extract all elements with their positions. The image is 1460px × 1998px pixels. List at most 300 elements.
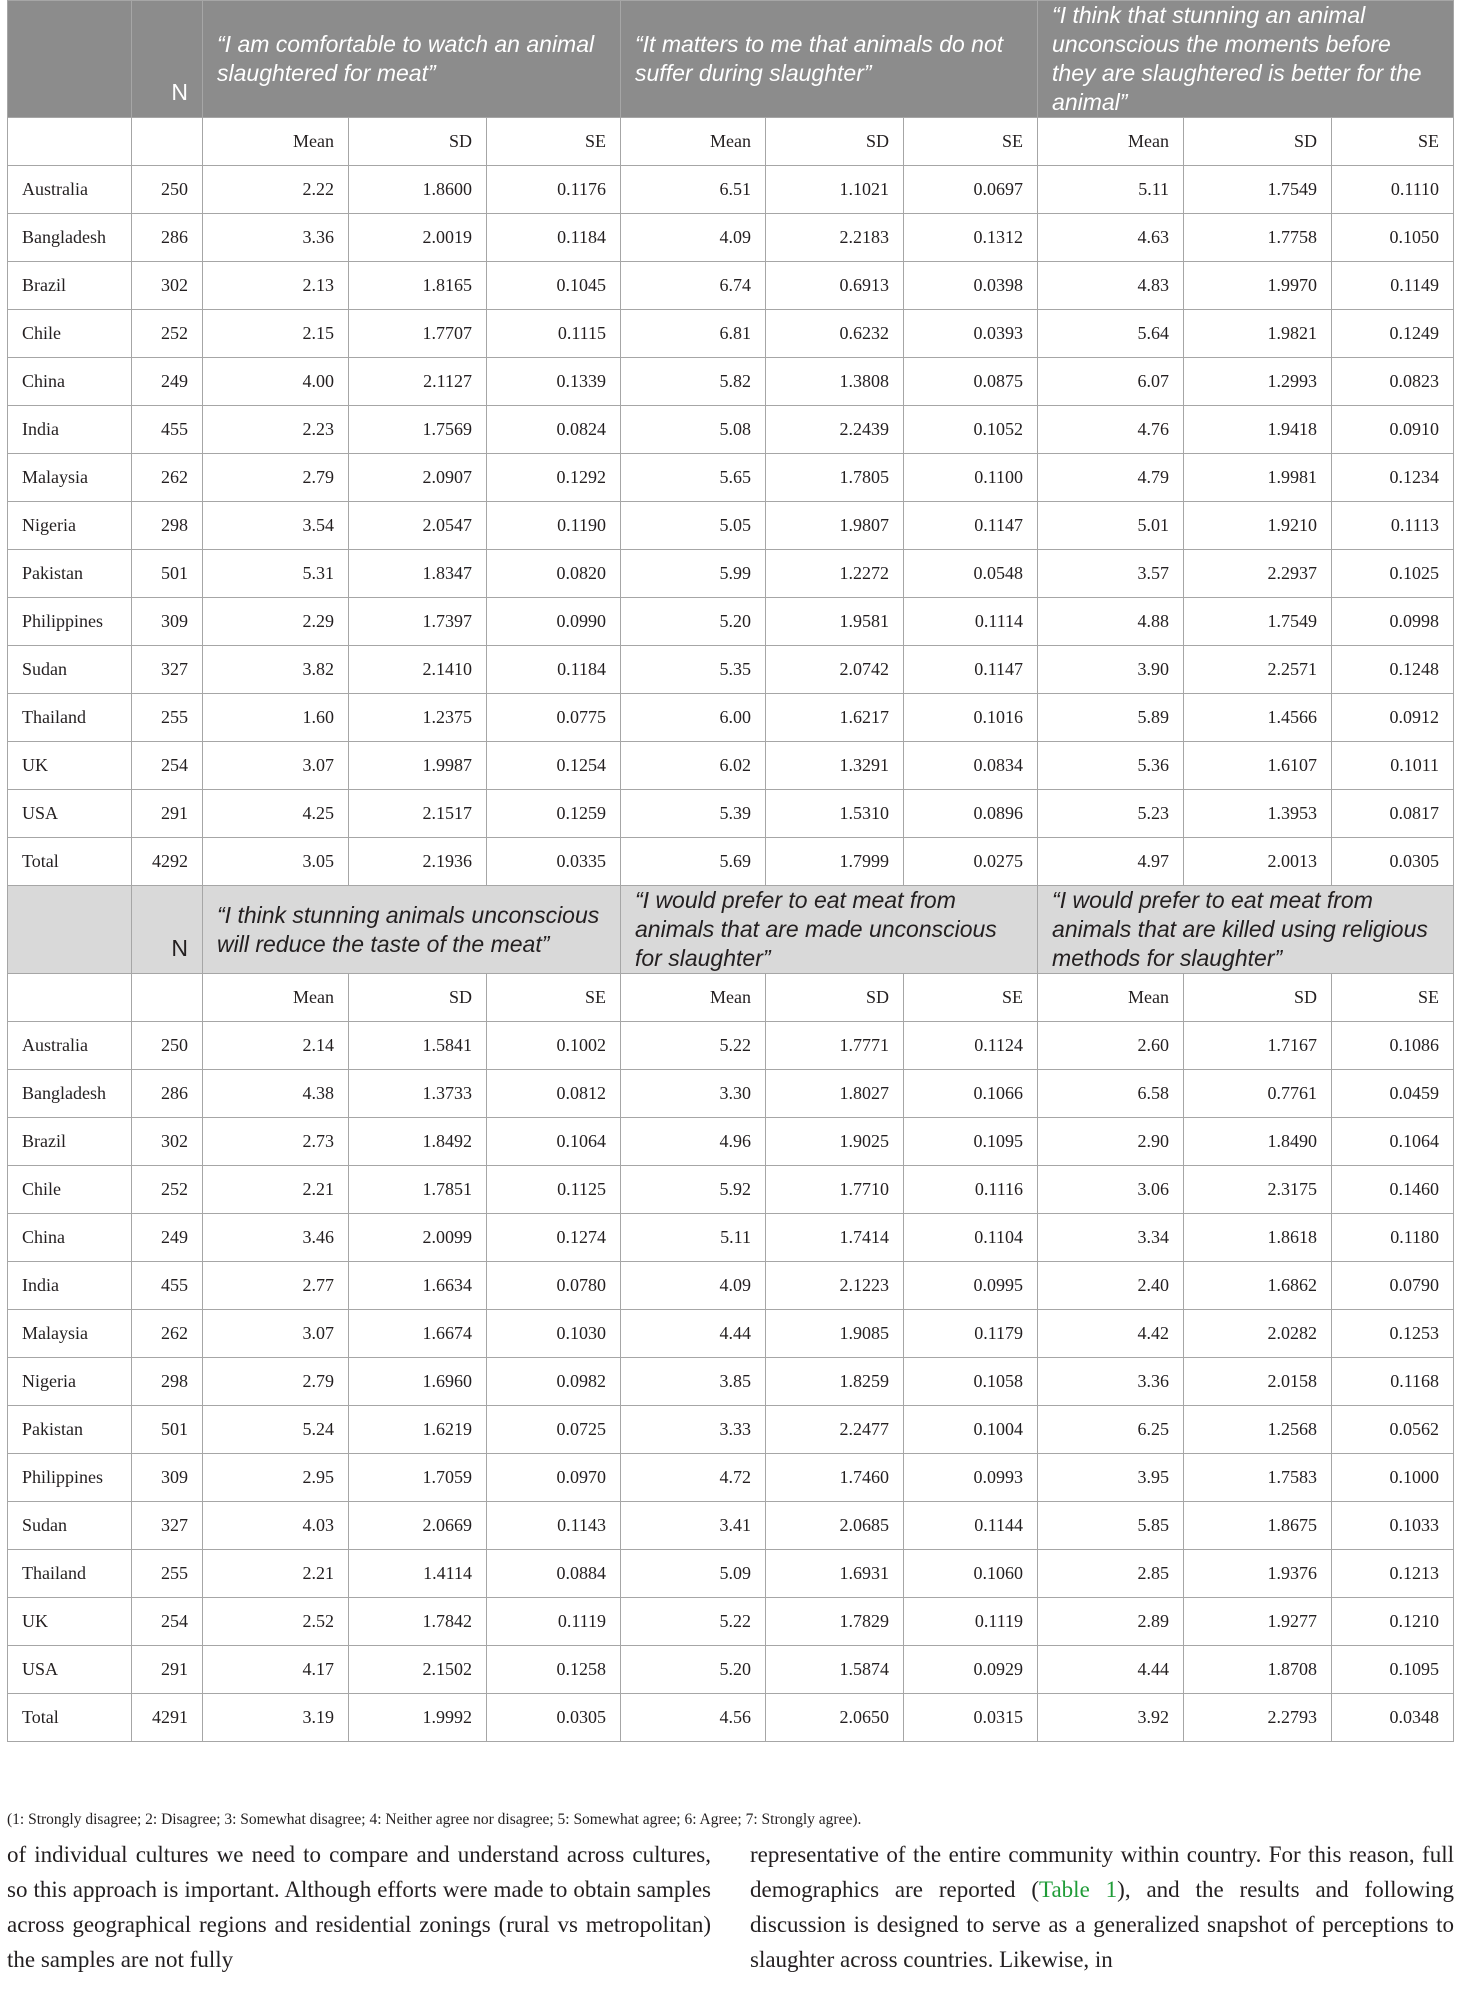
value-cell: 0.1066 [904, 1070, 1038, 1118]
value-cell: 0.1184 [487, 646, 621, 694]
value-cell: 286 [132, 1070, 203, 1118]
value-cell: 2.0013 [1184, 838, 1332, 886]
table-row [8, 646, 1454, 694]
value-cell: 1.2993 [1184, 358, 1332, 406]
table-row [8, 790, 1454, 838]
value-cell: 0.6232 [766, 310, 904, 358]
value-cell: 1.7710 [766, 1166, 904, 1214]
country-cell: Malaysia [8, 454, 132, 502]
value-cell: 3.36 [203, 214, 349, 262]
value-cell: 1.8618 [1184, 1214, 1332, 1262]
value-cell: 262 [132, 1310, 203, 1358]
value-cell: 3.06 [1038, 1166, 1184, 1214]
value-cell: 0.0697 [904, 166, 1038, 214]
value-cell: 1.6219 [349, 1406, 487, 1454]
value-cell: 1.7167 [1184, 1022, 1332, 1070]
value-cell: 0.1050 [1332, 214, 1454, 262]
table-row [8, 166, 1454, 214]
value-cell: 1.7851 [349, 1166, 487, 1214]
value-cell: 1.3808 [766, 358, 904, 406]
value-cell: 6.51 [621, 166, 766, 214]
table-row [8, 1166, 1454, 1214]
value-cell: 1.2272 [766, 550, 904, 598]
value-cell: 0.1004 [904, 1406, 1038, 1454]
value-cell: 0.0305 [1332, 838, 1454, 886]
value-cell: 455 [132, 1262, 203, 1310]
value-cell: 1.60 [203, 694, 349, 742]
value-cell: 2.1223 [766, 1262, 904, 1310]
value-cell: 4.76 [1038, 406, 1184, 454]
country-cell: Chile [8, 310, 132, 358]
table-row [8, 1118, 1454, 1166]
value-cell: 2.2183 [766, 214, 904, 262]
value-cell: 0.0725 [487, 1406, 621, 1454]
value-cell: 4.42 [1038, 1310, 1184, 1358]
value-cell: 2.21 [203, 1166, 349, 1214]
value-cell: 5.64 [1038, 310, 1184, 358]
value-cell: 1.6217 [766, 694, 904, 742]
table-row [8, 358, 1454, 406]
value-cell: 3.07 [203, 1310, 349, 1358]
value-cell: 0.1119 [904, 1598, 1038, 1646]
value-cell: 0.1064 [1332, 1118, 1454, 1166]
value-cell: 0.1234 [1332, 454, 1454, 502]
value-cell: 0.0875 [904, 358, 1038, 406]
value-cell: 0.1011 [1332, 742, 1454, 790]
value-cell: 302 [132, 262, 203, 310]
value-cell: 5.89 [1038, 694, 1184, 742]
table2-blank-cell [8, 974, 132, 1022]
table-row [8, 1406, 1454, 1454]
table1-corner-cell [8, 1, 132, 118]
table1-n-header: N [132, 1, 203, 118]
value-cell: 2.0158 [1184, 1358, 1332, 1406]
value-cell: 1.8490 [1184, 1118, 1332, 1166]
value-cell: 0.0348 [1332, 1694, 1454, 1742]
value-cell: 4.96 [621, 1118, 766, 1166]
value-cell: 1.9987 [349, 742, 487, 790]
value-cell: 0.0884 [487, 1550, 621, 1598]
value-cell: 0.1249 [1332, 310, 1454, 358]
value-cell: 0.1254 [487, 742, 621, 790]
table-row [8, 1262, 1454, 1310]
value-cell: 5.05 [621, 502, 766, 550]
table2-question-1: “I think stunning animals unconscious will reduce the taste of the meat” [203, 886, 621, 974]
body-text-right-part: representative of the entire community within country. For this reason, full demographics are reported ( [750, 1842, 1454, 1902]
value-cell: 1.5841 [349, 1022, 487, 1070]
table1-stat-header-mean: Mean [621, 118, 766, 166]
value-cell: 0.0834 [904, 742, 1038, 790]
value-cell: 1.8027 [766, 1070, 904, 1118]
value-cell: 5.35 [621, 646, 766, 694]
value-cell: 1.7460 [766, 1454, 904, 1502]
table2-corner-cell [8, 886, 132, 974]
value-cell: 6.00 [621, 694, 766, 742]
value-cell: 0.0790 [1332, 1262, 1454, 1310]
value-cell: 5.69 [621, 838, 766, 886]
value-cell: 2.0099 [349, 1214, 487, 1262]
country-cell: Nigeria [8, 1358, 132, 1406]
value-cell: 5.92 [621, 1166, 766, 1214]
value-cell: 2.0669 [349, 1502, 487, 1550]
value-cell: 0.1000 [1332, 1454, 1454, 1502]
table-row [8, 406, 1454, 454]
country-cell: Pakistan [8, 1406, 132, 1454]
table1-question-1: “I am comfortable to watch an animal slaughtered for meat” [203, 1, 621, 118]
value-cell: 0.1016 [904, 694, 1038, 742]
country-cell: Brazil [8, 1118, 132, 1166]
value-cell: 1.7583 [1184, 1454, 1332, 1502]
value-cell: 0.1179 [904, 1310, 1038, 1358]
value-cell: 0.1104 [904, 1214, 1038, 1262]
table1-stat-header-sd: SD [349, 118, 487, 166]
value-cell: 0.1180 [1332, 1214, 1454, 1262]
value-cell: 327 [132, 1502, 203, 1550]
table-row [8, 502, 1454, 550]
value-cell: 0.0548 [904, 550, 1038, 598]
table2-stat-header-mean: Mean [621, 974, 766, 1022]
value-cell: 2.2477 [766, 1406, 904, 1454]
value-cell: 1.8675 [1184, 1502, 1332, 1550]
body-text-right-end: ), and the results and following discussion is designed to serve as a generalized snapshot of perceptions to slaughter across countries. Likewise, in [750, 1877, 1454, 1972]
value-cell: 1.3291 [766, 742, 904, 790]
value-cell: 5.20 [621, 1646, 766, 1694]
value-cell: 1.6107 [1184, 742, 1332, 790]
value-cell: 249 [132, 358, 203, 406]
value-cell: 4.72 [621, 1454, 766, 1502]
value-cell: 1.7397 [349, 598, 487, 646]
value-cell: 1.2375 [349, 694, 487, 742]
value-cell: 3.05 [203, 838, 349, 886]
value-cell: 5.22 [621, 1598, 766, 1646]
value-cell: 2.2439 [766, 406, 904, 454]
table2-stat-header-mean: Mean [1038, 974, 1184, 1022]
value-cell: 6.81 [621, 310, 766, 358]
body-text-right [750, 1837, 1454, 1977]
country-cell: Philippines [8, 598, 132, 646]
value-cell: 0.0335 [487, 838, 621, 886]
country-cell: Australia [8, 166, 132, 214]
value-cell: 1.8600 [349, 166, 487, 214]
value-cell: 309 [132, 1454, 203, 1502]
value-cell: 0.1143 [487, 1502, 621, 1550]
country-cell: Malaysia [8, 1310, 132, 1358]
value-cell: 3.57 [1038, 550, 1184, 598]
table2-stat-header-se: SE [1332, 974, 1454, 1022]
table-row [8, 1646, 1454, 1694]
table2-n-header: N [132, 886, 203, 974]
value-cell: 2.1936 [349, 838, 487, 886]
value-cell: 2.2571 [1184, 646, 1332, 694]
table-row [8, 742, 1454, 790]
country-cell: USA [8, 790, 132, 838]
country-cell: Thailand [8, 694, 132, 742]
value-cell: 2.89 [1038, 1598, 1184, 1646]
value-cell: 309 [132, 598, 203, 646]
country-cell: Sudan [8, 1502, 132, 1550]
value-cell: 2.1517 [349, 790, 487, 838]
value-cell: 2.90 [1038, 1118, 1184, 1166]
value-cell: 0.1147 [904, 502, 1038, 550]
country-cell: Sudan [8, 646, 132, 694]
value-cell: 2.0685 [766, 1502, 904, 1550]
value-cell: 254 [132, 742, 203, 790]
value-cell: 1.8492 [349, 1118, 487, 1166]
value-cell: 1.7771 [766, 1022, 904, 1070]
value-cell: 5.22 [621, 1022, 766, 1070]
value-cell: 0.0823 [1332, 358, 1454, 406]
table-row [8, 1070, 1454, 1118]
value-cell: 0.0910 [1332, 406, 1454, 454]
value-cell: 0.0780 [487, 1262, 621, 1310]
value-cell: 1.5874 [766, 1646, 904, 1694]
value-cell: 4.09 [621, 214, 766, 262]
value-cell: 0.0812 [487, 1070, 621, 1118]
country-cell: India [8, 406, 132, 454]
value-cell: 5.99 [621, 550, 766, 598]
value-cell: 1.9581 [766, 598, 904, 646]
value-cell: 5.11 [621, 1214, 766, 1262]
value-cell: 2.21 [203, 1550, 349, 1598]
country-cell: China [8, 358, 132, 406]
value-cell: 0.1258 [487, 1646, 621, 1694]
country-cell: Brazil [8, 262, 132, 310]
value-cell: 2.40 [1038, 1262, 1184, 1310]
value-cell: 0.7761 [1184, 1070, 1332, 1118]
value-cell: 2.14 [203, 1022, 349, 1070]
value-cell: 2.29 [203, 598, 349, 646]
table-row [8, 1454, 1454, 1502]
value-cell: 2.0019 [349, 214, 487, 262]
value-cell: 1.6674 [349, 1310, 487, 1358]
value-cell: 2.22 [203, 166, 349, 214]
value-cell: 0.1144 [904, 1502, 1038, 1550]
value-cell: 501 [132, 550, 203, 598]
value-cell: 0.1253 [1332, 1310, 1454, 1358]
value-cell: 1.7059 [349, 1454, 487, 1502]
value-cell: 0.1210 [1332, 1598, 1454, 1646]
value-cell: 5.11 [1038, 166, 1184, 214]
value-cell: 0.1100 [904, 454, 1038, 502]
value-cell: 2.0547 [349, 502, 487, 550]
value-cell: 3.41 [621, 1502, 766, 1550]
value-cell: 501 [132, 1406, 203, 1454]
value-cell: 3.92 [1038, 1694, 1184, 1742]
value-cell: 0.0824 [487, 406, 621, 454]
value-cell: 0.1190 [487, 502, 621, 550]
value-cell: 1.9821 [1184, 310, 1332, 358]
value-cell: 5.01 [1038, 502, 1184, 550]
table-row [8, 1214, 1454, 1262]
value-cell: 2.60 [1038, 1022, 1184, 1070]
table2-question-2: “I would prefer to eat meat from animals that are made unconscious for slaughter” [621, 886, 1038, 974]
value-cell: 0.1339 [487, 358, 621, 406]
table1-stat-header-se: SE [487, 118, 621, 166]
value-cell: 1.1021 [766, 166, 904, 214]
value-cell: 5.39 [621, 790, 766, 838]
table1-question-3: “I think that stunning an animal unconscious the moments before they are slaughtered is better for the animal” [1038, 1, 1454, 118]
value-cell: 0.0775 [487, 694, 621, 742]
value-cell: 2.1502 [349, 1646, 487, 1694]
value-cell: 3.82 [203, 646, 349, 694]
value-cell: 1.7999 [766, 838, 904, 886]
value-cell: 1.9992 [349, 1694, 487, 1742]
value-cell: 0.1115 [487, 310, 621, 358]
table-row [8, 214, 1454, 262]
value-cell: 2.77 [203, 1262, 349, 1310]
value-cell: 0.6913 [766, 262, 904, 310]
value-cell: 1.5310 [766, 790, 904, 838]
value-cell: 0.1119 [487, 1598, 621, 1646]
value-cell: 2.0282 [1184, 1310, 1332, 1358]
value-cell: 1.7758 [1184, 214, 1332, 262]
value-cell: 0.1052 [904, 406, 1038, 454]
value-cell: 0.1184 [487, 214, 621, 262]
table1-stat-header-row [8, 118, 1454, 166]
value-cell: 3.33 [621, 1406, 766, 1454]
value-cell: 0.1064 [487, 1118, 621, 1166]
value-cell: 5.36 [1038, 742, 1184, 790]
table2-blank-cell [132, 974, 203, 1022]
value-cell: 0.0393 [904, 310, 1038, 358]
value-cell: 2.1127 [349, 358, 487, 406]
country-cell: Total [8, 1694, 132, 1742]
value-cell: 255 [132, 1550, 203, 1598]
value-cell: 0.1116 [904, 1166, 1038, 1214]
value-cell: 4.09 [621, 1262, 766, 1310]
value-cell: 1.4114 [349, 1550, 487, 1598]
country-cell: USA [8, 1646, 132, 1694]
value-cell: 1.9277 [1184, 1598, 1332, 1646]
value-cell: 3.54 [203, 502, 349, 550]
scale-footnote: (1: Strongly disagree; 2: Disagree; 3: Somewhat disagree; 4: Neither agree nor disagree; 5: Somewhat agree; 6: Agree; 7: Strongly agree). [7, 1811, 862, 1828]
table1-stat-header-se: SE [904, 118, 1038, 166]
value-cell: 291 [132, 1646, 203, 1694]
table2-question-3: “I would prefer to eat meat from animals that are killed using religious methods for slaughter” [1038, 886, 1454, 974]
value-cell: 1.6960 [349, 1358, 487, 1406]
value-cell: 0.0982 [487, 1358, 621, 1406]
value-cell: 6.58 [1038, 1070, 1184, 1118]
value-cell: 455 [132, 406, 203, 454]
value-cell: 3.85 [621, 1358, 766, 1406]
value-cell: 1.7829 [766, 1598, 904, 1646]
value-cell: 0.0929 [904, 1646, 1038, 1694]
value-cell: 2.52 [203, 1598, 349, 1646]
table-row [8, 1694, 1454, 1742]
value-cell: 1.7414 [766, 1214, 904, 1262]
country-cell: China [8, 1214, 132, 1262]
value-cell: 0.0562 [1332, 1406, 1454, 1454]
country-cell: Australia [8, 1022, 132, 1070]
country-cell: Philippines [8, 1454, 132, 1502]
value-cell: 2.85 [1038, 1550, 1184, 1598]
value-cell: 2.23 [203, 406, 349, 454]
value-cell: 3.46 [203, 1214, 349, 1262]
value-cell: 0.1045 [487, 262, 621, 310]
value-cell: 5.65 [621, 454, 766, 502]
country-cell: India [8, 1262, 132, 1310]
value-cell: 0.0998 [1332, 598, 1454, 646]
value-cell: 1.8347 [349, 550, 487, 598]
value-cell: 262 [132, 454, 203, 502]
table1-stat-header-sd: SD [766, 118, 904, 166]
value-cell: 252 [132, 310, 203, 358]
value-cell: 0.1114 [904, 598, 1038, 646]
value-cell: 249 [132, 1214, 203, 1262]
table-row [8, 454, 1454, 502]
value-cell: 2.0907 [349, 454, 487, 502]
value-cell: 5.31 [203, 550, 349, 598]
value-cell: 0.0995 [904, 1262, 1038, 1310]
value-cell: 0.1248 [1332, 646, 1454, 694]
value-cell: 1.8259 [766, 1358, 904, 1406]
value-cell: 1.9085 [766, 1310, 904, 1358]
value-cell: 4.44 [621, 1310, 766, 1358]
value-cell: 1.4566 [1184, 694, 1332, 742]
value-cell: 0.0275 [904, 838, 1038, 886]
value-cell: 1.6634 [349, 1262, 487, 1310]
value-cell: 4.38 [203, 1070, 349, 1118]
value-cell: 0.1124 [904, 1022, 1038, 1070]
table1-blank-cell [8, 118, 132, 166]
value-cell: 255 [132, 694, 203, 742]
value-cell: 0.1110 [1332, 166, 1454, 214]
value-cell: 0.1176 [487, 166, 621, 214]
value-cell: 0.1030 [487, 1310, 621, 1358]
value-cell: 1.2568 [1184, 1406, 1332, 1454]
value-cell: 1.7569 [349, 406, 487, 454]
table1-blank-cell [132, 118, 203, 166]
body-text-left: of individual cultures we need to compare and understand across cultures, so this approach is important. Although efforts were made to obtain samples across geographical regions and residential zonings (rural vs metropolitan) the samples are not fully [7, 1842, 711, 1972]
value-cell: 0.1259 [487, 790, 621, 838]
value-cell: 0.0398 [904, 262, 1038, 310]
value-cell: 0.0305 [487, 1694, 621, 1742]
value-cell: 0.1058 [904, 1358, 1038, 1406]
value-cell: 0.0912 [1332, 694, 1454, 742]
value-cell: 0.1213 [1332, 1550, 1454, 1598]
country-cell: Total [8, 838, 132, 886]
value-cell: 4.79 [1038, 454, 1184, 502]
table1-stat-header-se: SE [1332, 118, 1454, 166]
value-cell: 5.85 [1038, 1502, 1184, 1550]
value-cell: 0.1060 [904, 1550, 1038, 1598]
value-cell: 1.8165 [349, 262, 487, 310]
value-cell: 4.56 [621, 1694, 766, 1742]
table1-link[interactable]: Table 1 [1039, 1877, 1118, 1902]
value-cell: 5.20 [621, 598, 766, 646]
value-cell: 1.7842 [349, 1598, 487, 1646]
table-row [8, 838, 1454, 886]
value-cell: 1.6862 [1184, 1262, 1332, 1310]
value-cell: 286 [132, 214, 203, 262]
value-cell: 2.1410 [349, 646, 487, 694]
value-cell: 1.7549 [1184, 166, 1332, 214]
table-row [8, 310, 1454, 358]
value-cell: 1.3733 [349, 1070, 487, 1118]
value-cell: 0.1086 [1332, 1022, 1454, 1070]
value-cell: 4.00 [203, 358, 349, 406]
country-cell: Thailand [8, 1550, 132, 1598]
value-cell: 3.07 [203, 742, 349, 790]
table-row [8, 694, 1454, 742]
value-cell: 2.2937 [1184, 550, 1332, 598]
value-cell: 2.3175 [1184, 1166, 1332, 1214]
value-cell: 0.1147 [904, 646, 1038, 694]
value-cell: 302 [132, 1118, 203, 1166]
value-cell: 0.0970 [487, 1454, 621, 1502]
value-cell: 2.0742 [766, 646, 904, 694]
table2-question-row [8, 886, 1454, 974]
